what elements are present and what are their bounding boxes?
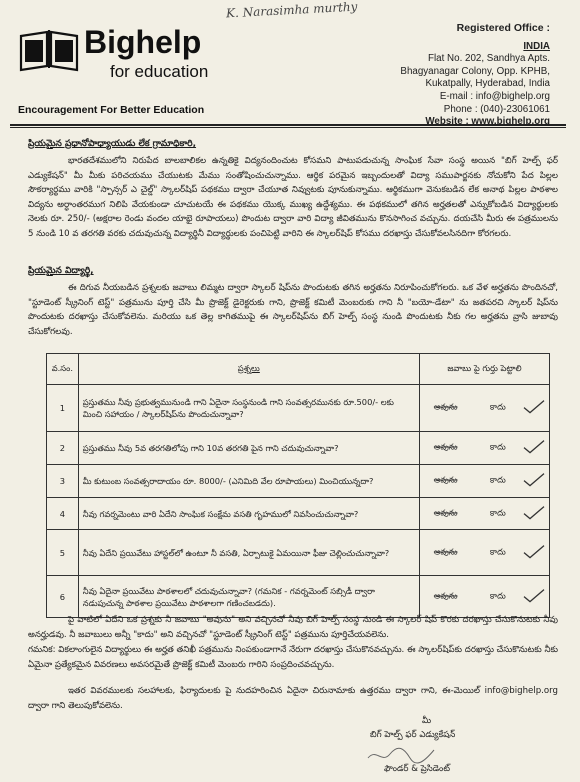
instructions-paragraph: ఈ దిగువ నీయబడిన ప్రశ్నలకు జవాబు లిమ్మట ద్వారా స్కాలర్ షిప్‌ను పొందుటకు తగిన అర్హతను నిరూపించుకోగలరు. ఒక వేళ అర్హతను పొందినచో, "స్టూడెంట్ స్క్రీనింగ్ టెస్ట్" పత్రమును పూర్తి చేసి మీ ప్రొజెక్ట్ డైరెక్టరుకు గాని, ప్రొజెక్ట్ కమిటీ మెంబరుకు గాని నీ "బయో-డేటా" ను జతపరచి స్కాలర్ షిప్‌ను పొందుటకు దరఖాస్తు చేసుకోవలెను. మరియు ఒక తెల్ల కాగితముపై ఈ స్కాలర్‌షిప్‌ను బిగ్ హెల్ప్ సంస్థ నుండి పొందుటకు నీకు గల అర్హతను వ్రాసి జుబావు చేసుకోగలవు. [28,283,558,337]
row-question: నీవు గవర్నమెంటు వారి ఏదేని సాంఘిక సంక్షేమ వసతి గృహములో నివసించుచున్నావా? [78,498,419,530]
answer-no-option[interactable]: కాదు [489,474,506,485]
answer-yes-option[interactable]: అవును [433,474,458,485]
answer-no-option[interactable]: కాదు [489,546,506,556]
answer-yes-option[interactable]: అవును [433,507,458,517]
office-email: E-mail : info@bighelp.org [439,90,550,102]
row-number: 3 [47,465,79,498]
answer-yes-option[interactable]: అవును [433,401,458,412]
table-row [47,385,550,432]
tick-mark-icon [523,473,545,487]
row-number: 4 [47,498,79,530]
open-book-icon [18,26,80,72]
row-number: 6 [47,576,79,618]
answer-yes-option[interactable]: అవును [433,546,458,556]
result-paragraph: పై వాటిలో ఏదేని ఒక ప్రశ్నకు నీ జవాబు "అవును" అని వచ్చినచో నీవు బిగ్ హెల్ప్ సంస్థ నుండి ఈ స్కాలర్ షిప్ కొరకు దరఖాస్తు చేసుకొనుటకు నీవు అనర్హుడవు. నీ జవాబులు అన్నీ "కాదు" అని వచ్చినచో "స్టూడెంట్ స్క్రీనింగ్ టెస్ట్" పత్రమును పూర్తిచేయవలెను. [28,615,558,640]
handwritten-name: K. Narasimha murthy [225,0,358,21]
table-header-row [47,354,550,385]
row-question: ప్రస్తుతము నీవు 5వ తరగతిలోపు గాని 10వ తరగతి పైన గాని చదువుచున్నావా? [78,432,419,465]
office-phone: Phone : (040)-23061061 [443,103,550,115]
table-row [47,530,550,576]
answer-no-option[interactable]: కాదు [489,441,506,452]
office-line: Kukatpally, Hyderabad, India [425,78,550,90]
header-divider [10,124,566,126]
answer-cell[interactable] [419,530,549,576]
tick-mark-icon [523,588,545,602]
row-number: 5 [47,530,79,576]
tick-mark-icon [523,400,545,414]
answer-cell[interactable] [419,498,549,530]
office-line: Flat No. 202, Sandhya Apts. [428,53,550,65]
table-row [47,465,550,498]
table-row [47,498,550,530]
handwritten-signature [366,744,436,766]
signature-closing: మీ [422,716,432,726]
contact-paragraph: ఇతర వివరములకు సలహాలకు, ఫిర్యాదులకు పై నుదహరించిన ఏదైనా చిరునామాకు ఉత్తరము ద్వారా గాని, ఈ-మెయిల్ info@bighelp.org ద్వారా గాని తెలుపుకోవలెను. [28,686,558,711]
answer-cell[interactable] [419,465,549,498]
answer-no-option[interactable]: కాదు [489,401,506,412]
answer-cell[interactable] [419,576,549,618]
office-country: INDIA [523,40,550,52]
col-number-header: వ.సం. [47,354,79,385]
row-question: ప్రస్తుతము నీవు ప్రభుత్వమునుండి గాని ఏదైనా సంస్థనుండి గాని సంవత్సరమునకు రూ.500/- లకు మించి సహాయం / స్కాలర్‌షిప్‌ను పొందుచున్నావా? [78,385,419,432]
answer-no-option[interactable]: కాదు [489,590,506,600]
office-website: Website : www.bighelp.org [425,116,550,128]
note-paragraph: గమనిక: వికలాంగులైన విద్యార్థులు ఈ అర్హత తనిఖీ పత్రమును నింపకుండాగానే నేరుగా దరఖాస్తు చేసుకొనవచ్చును. ఈ స్కాలర్‌షిప్‌కు దరఖాస్తు చేసుకొనుటకు నీకు ఏమైనా ప్రత్యేకమైన వివరణలు అవసరమైతే ప్రొజెక్ట్ కమిటీ మెంబరు గారిని సంప్రదించవచ్చును. [28,645,558,670]
brand-tagline: Encouragement For Better Education [18,104,205,116]
intro-paragraph: భారతదేశములోని నిరుపేద బాలబాలికల ఉన్నతికై విద్యనందించుట కోసమని పాటుపడుచున్న సాంఘిక సేవా సంస్థ అయిన "బిగ్ హెల్ప్ ఫర్ ఎడ్యుకేషన్" మీ మీకు పరిచయము చేయుటకు మేము సంతోషించుచున్నాము. ఆర్థిక పరమైన ఇబ్బందులతో విద్యా సముపార్జనకు నోచుకోని పేద పిల్లల సౌకర్యార్థము వారికి "స్పాన్సర్ ఎ చైల్డ్" స్కాలర్‌షిప్ పథకము ద్వారా చేయూత నివ్వుటకు పూనుకున్నాము. ఆర్థికముగా వెనుకబడిన లేక అనాథ పిల్లల పాఠశాల విద్యను అర్ధాంతరముగ నిలిపి వేయకుండా చూచుటయే ఈ పథకము యొక్క ముఖ్య ఉద్దేశ్యము. ఈ పథకములో తగిన అర్హతలతో ఎన్నుకోబడిన విద్యార్థులకు నెలకు రూ. 250/- (అక్షరాల రెండు వందల యాభై రూపాయలు) పొందుట ద్వారా వారి విద్యా జీవితమును కొనసాగించ వచ్చును. దయచేసి మీరు ఈ పత్రములను 5 నుండి 10 వ తరగతి వరకు చదువుచున్న విద్యార్థినీ విద్యార్థులకు పంచిపెట్టి వారిని ఈ స్కాలర్‌షిప్ కోసము దరఖాస్తు చేసుకోవలసినదిగా కోరగలరు. [28,156,558,239]
col-answer-header: జవాబు పై గుర్తు పెట్టాలి [419,354,549,385]
salutation-headmaster: ప్రియమైన ప్రధానోపాధ్యాయుడు లేక గ్రామాధికారి, [28,139,197,149]
header-divider-thin [10,127,566,128]
row-question: మీ కుటుంబ సంవత్సరాదాయం రూ. 8000/- (ఎనిమిది వేల రూపాయలు) మించియున్నదా? [78,465,419,498]
answer-cell[interactable] [419,432,549,465]
eligibility-table [46,353,550,618]
signature-organisation: బిగ్ హెల్ప్ ఫర్ ఎడ్యుకేషన్ [370,730,456,740]
answer-cell[interactable] [419,385,549,432]
row-question: నీవు ఏదైనా ప్రయివేటు పాఠశాలలో చదువుచున్నావా? (గమనిక - గవర్నమెంట్ సబ్సిడీ ద్వారా నడుపుచున్న పాఠశాల ప్రయివేటు పాఠశాలగా గణించబడదు). [78,576,419,618]
office-label: Registered Office : [456,22,550,34]
tick-mark-icon [523,440,545,454]
table-row [47,576,550,618]
signature-title: ఫౌండర్ & ప్రెసిడెంట్ [384,764,450,774]
tick-mark-icon [523,505,545,519]
office-line: Bhagyanagar Colony, Opp. KPHB, [400,65,550,77]
answer-no-option[interactable]: కాదు [489,507,506,517]
answer-yes-option[interactable]: అవును [433,441,458,452]
brand-subtitle: for education [110,62,209,81]
tick-mark-icon [523,544,545,558]
table-row [47,432,550,465]
col-question-header: ప్రశ్నలు [78,354,419,385]
brand-name: Bighelp [84,24,202,60]
answer-yes-option[interactable]: అవును [433,590,458,600]
row-question: నీవు ఏదేని ప్రయివేటు హాస్టల్‌లో ఉంటూ నీ వసతి, ఏర్పాటుకై ఏమయినా ఫీజు చెల్లించుచున్నావా? [78,530,419,576]
salutation-student: ప్రియమైన విద్యార్థి, [28,266,94,276]
registered-office [400,22,550,129]
row-number: 1 [47,385,79,432]
row-number: 2 [47,432,79,465]
